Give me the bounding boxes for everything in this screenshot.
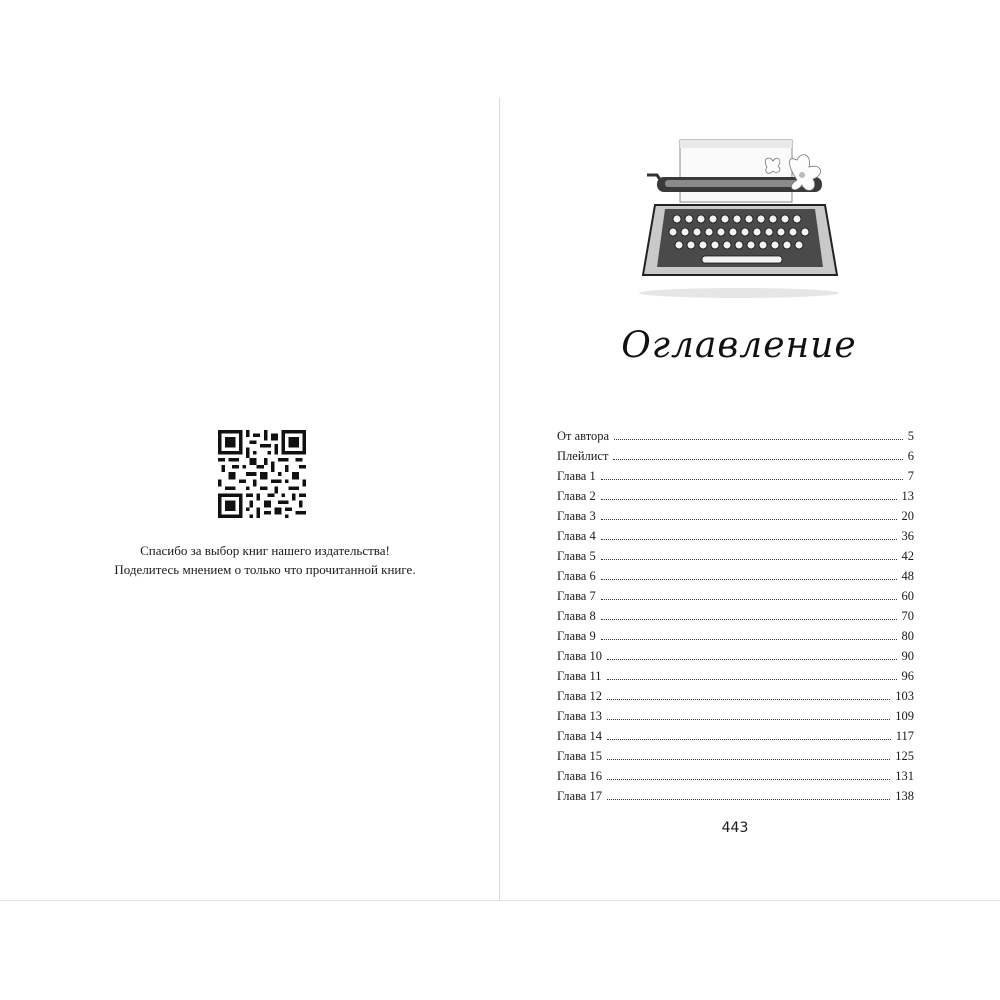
thanks-line: Спасибо за выбор книг нашего издательства! xyxy=(140,543,390,558)
toc-entry-label: Глава 10 xyxy=(557,649,602,663)
toc-entry[interactable] xyxy=(557,689,914,709)
page-bottom-edge xyxy=(0,900,1000,901)
toc-leader-dots xyxy=(607,659,897,660)
toc-entry-page: 125 xyxy=(895,749,914,763)
toc-entry[interactable] xyxy=(557,609,914,629)
toc-leader-dots xyxy=(607,779,890,780)
toc-entry[interactable] xyxy=(557,709,914,729)
toc-entry-label: Глава 2 xyxy=(557,489,596,503)
toc-entry[interactable] xyxy=(557,449,914,469)
toc-entry-label: Плейлист xyxy=(557,449,609,463)
toc-leader-dots xyxy=(601,519,897,520)
toc-entry-label: Глава 15 xyxy=(557,749,602,763)
toc-entry-page: 96 xyxy=(901,669,914,683)
toc-entry[interactable] xyxy=(557,769,914,789)
toc-entry-page: 103 xyxy=(895,689,914,703)
toc-entry-page: 90 xyxy=(901,649,914,663)
toc-entry-page: 42 xyxy=(901,549,914,563)
toc-leader-dots xyxy=(607,699,890,700)
toc-entry[interactable] xyxy=(557,629,914,649)
toc-entry-page: 70 xyxy=(901,609,914,623)
toc-entry-page: 109 xyxy=(895,709,914,723)
toc-entry-label: Глава 9 xyxy=(557,629,596,643)
toc-leader-dots xyxy=(614,439,903,440)
toc-entry-page: 36 xyxy=(901,529,914,543)
thanks-line: Поделитесь мнением о только что прочитанной книге. xyxy=(114,562,416,577)
toc-leader-dots xyxy=(607,739,891,740)
toc-entry-page: 6 xyxy=(907,449,914,463)
toc-entry-label: Глава 16 xyxy=(557,769,602,783)
toc-leader-dots xyxy=(601,599,897,600)
toc-title: Оглавление xyxy=(621,325,857,366)
thanks-message xyxy=(0,541,530,579)
toc-entry[interactable] xyxy=(557,749,914,769)
toc-entry-page: 60 xyxy=(901,589,914,603)
toc-entry-page: 138 xyxy=(895,789,914,803)
toc-entry[interactable] xyxy=(557,669,914,689)
toc-entry-label: От автора xyxy=(557,429,610,443)
toc-entry[interactable] xyxy=(557,789,914,809)
toc-entry-page: 131 xyxy=(895,769,914,783)
book-spine xyxy=(499,98,500,900)
toc-entry[interactable] xyxy=(557,429,914,449)
toc-entry-page: 117 xyxy=(895,729,914,743)
toc-entry-page: 7 xyxy=(907,469,914,483)
toc-entry[interactable] xyxy=(557,509,914,529)
toc-entry-label: Глава 6 xyxy=(557,569,596,583)
toc-leader-dots xyxy=(601,619,897,620)
toc-entry[interactable] xyxy=(557,469,914,489)
toc-entry-label: Глава 14 xyxy=(557,729,602,743)
toc-entry-label: Глава 3 xyxy=(557,509,596,523)
toc-leader-dots xyxy=(601,539,897,540)
toc-entry[interactable] xyxy=(557,489,914,509)
toc-leader-dots xyxy=(601,479,903,480)
toc-leader-dots xyxy=(601,639,897,640)
toc-entry[interactable] xyxy=(557,549,914,569)
toc-leader-dots xyxy=(601,579,897,580)
toc-entry-label: Глава 11 xyxy=(557,669,602,683)
toc-entry-page: 5 xyxy=(907,429,914,443)
toc-entry-label: Глава 13 xyxy=(557,709,602,723)
toc-entry-label: Глава 1 xyxy=(557,469,596,483)
toc-leader-dots xyxy=(601,499,897,500)
toc-entry-label: Глава 7 xyxy=(557,589,596,603)
toc-entry-label: Глава 4 xyxy=(557,529,596,543)
toc-entry[interactable] xyxy=(557,589,914,609)
page-number: 443 xyxy=(721,820,749,836)
toc-entry[interactable] xyxy=(557,649,914,669)
toc-leader-dots xyxy=(607,719,890,720)
typewriter-illustration xyxy=(637,135,842,300)
toc-entry-page: 48 xyxy=(901,569,914,583)
toc-leader-dots xyxy=(613,459,902,460)
table-of-contents xyxy=(557,429,914,809)
qr-code xyxy=(218,430,306,518)
toc-entry[interactable] xyxy=(557,569,914,589)
toc-entry-page: 20 xyxy=(901,509,914,523)
toc-entry-label: Глава 12 xyxy=(557,689,602,703)
toc-entry[interactable] xyxy=(557,729,914,749)
toc-entry-page: 80 xyxy=(901,629,914,643)
toc-entry-label: Глава 5 xyxy=(557,549,596,563)
toc-leader-dots xyxy=(607,679,897,680)
toc-leader-dots xyxy=(607,799,890,800)
toc-entry-page: 13 xyxy=(901,489,914,503)
toc-leader-dots xyxy=(601,559,897,560)
toc-entry-label: Глава 17 xyxy=(557,789,602,803)
toc-entry[interactable] xyxy=(557,529,914,549)
toc-leader-dots xyxy=(607,759,890,760)
toc-entry-label: Глава 8 xyxy=(557,609,596,623)
